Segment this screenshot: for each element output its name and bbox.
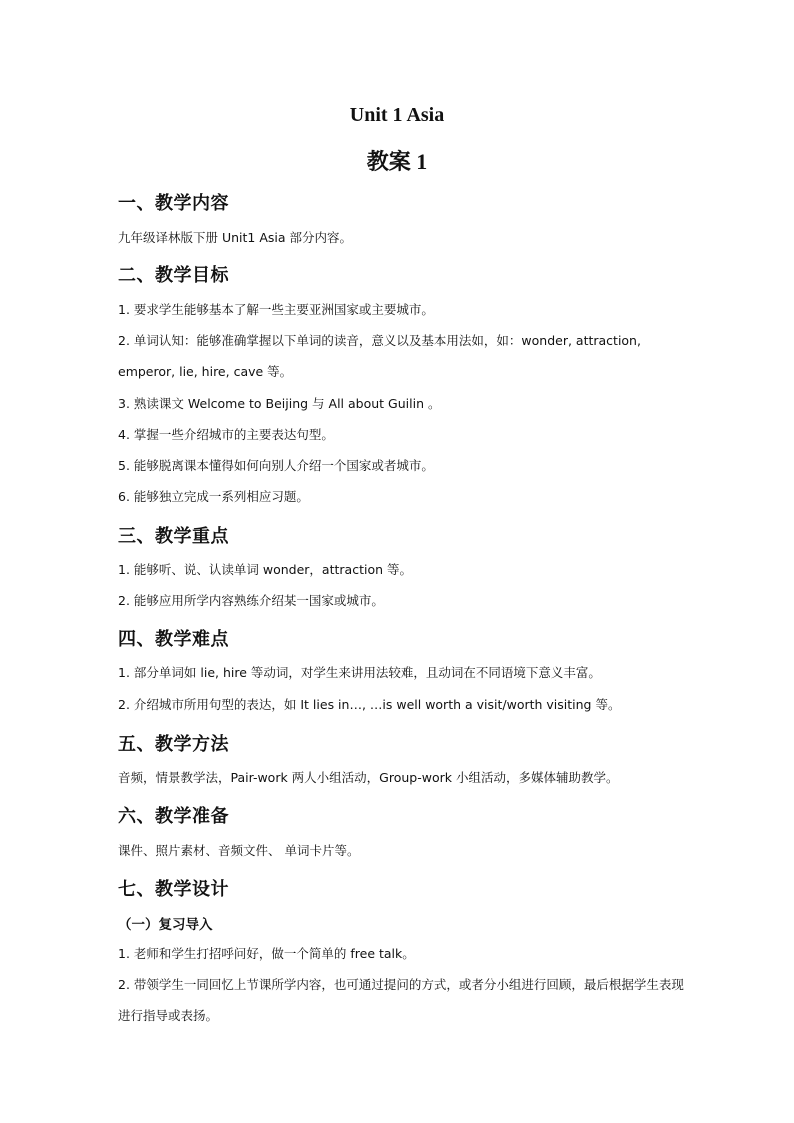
objective-item: 4. 掌握一些介绍城市的主要表达句型。 bbox=[118, 427, 334, 442]
preparation-paragraph: 课件、照片素材、音频文件、 单词卡片等。 bbox=[118, 843, 360, 858]
objective-item: 5. 能够脱离课本懂得如何向别人介绍一个国家或者城市。 bbox=[118, 458, 434, 473]
key-point-item: 2. 能够应用所学内容熟练介绍某一国家或城市。 bbox=[118, 593, 384, 608]
difficulty-item: 1. 部分单词如 lie, hire 等动词，对学生来讲用法较难，且动词在不同语境下意义丰富。 bbox=[118, 665, 601, 680]
section-heading-objectives: 二、教学目标 bbox=[118, 265, 229, 286]
design-subheading: （一）复习导入 bbox=[118, 917, 213, 933]
section-heading-key-points: 三、教学重点 bbox=[118, 526, 229, 547]
objective-item: 2. 单词认知：能够准确掌握以下单词的读音，意义以及基本用法如，如：wonder, attraction, emperor, lie, hire, cave 等。 bbox=[118, 333, 641, 379]
design-item: 2. 带领学生一同回忆上节课所学内容，也可通过提问的方式，或者分小组进行回顾，最后根据学生表现进行指导或表扬。 bbox=[118, 977, 684, 1023]
objective-item: 6. 能够独立完成一系列相应习题。 bbox=[118, 489, 309, 504]
difficulty-item: 2. 介绍城市所用句型的表达，如 It lies in…, …is well worth a visit/worth visiting 等。 bbox=[118, 697, 621, 712]
section-heading-design: 七、教学设计 bbox=[118, 879, 229, 900]
section-heading-preparation: 六、教学准备 bbox=[118, 806, 229, 827]
document-subtitle: 教案 1 bbox=[366, 149, 428, 174]
document-title: Unit 1 Asia bbox=[349, 104, 445, 126]
key-point-item: 1. 能够听、说、认读单词 wonder，attraction 等。 bbox=[118, 562, 412, 577]
section-heading-methods: 五、教学方法 bbox=[118, 734, 229, 755]
content-paragraph: 九年级译林版下册 Unit1 Asia 部分内容。 bbox=[118, 230, 353, 245]
methods-paragraph: 音频，情景教学法，Pair-work 两人小组活动，Group-work 小组活动，多媒体辅助教学。 bbox=[118, 770, 619, 785]
section-heading-content: 一、教学内容 bbox=[118, 193, 229, 214]
section-heading-difficulties: 四、教学难点 bbox=[118, 629, 229, 650]
objective-item: 3. 熟读课文 Welcome to Beijing 与 All about Guilin 。 bbox=[118, 396, 441, 411]
design-item: 1. 老师和学生打招呼问好，做一个简单的 free talk。 bbox=[118, 946, 415, 961]
objective-item: 1. 要求学生能够基本了解一些主要亚洲国家或主要城市。 bbox=[118, 302, 434, 317]
